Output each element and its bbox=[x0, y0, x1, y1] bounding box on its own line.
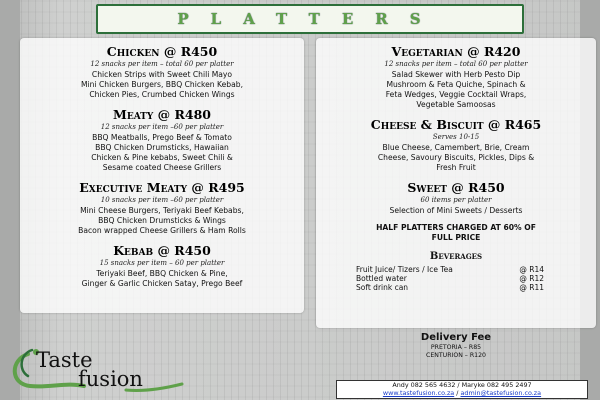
section-note: Serves 10-15 bbox=[432, 133, 480, 141]
section-items: Teriyaki Beef, BBQ Chicken & Pine, Ginger & Garlic Chicken Satay, Prego Beef bbox=[81, 269, 243, 288]
delivery-fee-section bbox=[316, 332, 596, 378]
left-menu-panel bbox=[20, 38, 304, 313]
right-menu-panel bbox=[316, 38, 596, 328]
logo-word-taste: Taste bbox=[36, 348, 93, 372]
delivery-line-centurion: CENTURION – R120 bbox=[426, 352, 486, 359]
section-items: Chicken Strips with Sweet Chili Mayo Mini Chicken Burgers, BBQ Chicken Kebab, Chicken Pies, Crumbed Chicken Wings bbox=[80, 70, 244, 99]
section-note: 15 snacks per item – 60 per platter bbox=[99, 259, 225, 267]
menu-section-executive-meaty bbox=[20, 180, 304, 236]
beverage-row bbox=[316, 283, 596, 292]
beverage-item: Fruit Juice/ Tizers / Ice Tea bbox=[356, 265, 453, 274]
section-note: 12 snacks per item –60 per platter bbox=[100, 123, 224, 131]
beverage-row bbox=[316, 265, 596, 274]
contact-phones: Andy 082 565 4632 / Maryke 082 495 2497 bbox=[392, 381, 532, 389]
section-items: Mini Cheese Burgers, Teriyaki Beef Kebabs, BBQ Chicken Drumsticks & Wings Bacon wrapped Cheese Grillers & Ham Rolls bbox=[78, 206, 246, 235]
beverages-section bbox=[316, 251, 596, 292]
section-items: BBQ Meatballs, Prego Beef & Tomato BBQ Chicken Drumsticks, Hawaiian Chicken & Pine kebabs, Sweet Chili & Sesame coated Cheese Grillers bbox=[91, 133, 233, 172]
platters-banner bbox=[96, 4, 524, 34]
section-items: Salad Skewer with Herb Pesto Dip Mushroom & Feta Quiche, Spinach & Feta Wedges, Veggie Cocktail Wraps, Vegetable Samoosas bbox=[385, 70, 527, 109]
delivery-line-pretoria: PRETORIA – R85 bbox=[430, 344, 482, 351]
banner-title: PLATTERS bbox=[177, 10, 443, 28]
beverages-title: Beverages bbox=[429, 251, 483, 262]
section-note: 10 snacks per item –60 per platter bbox=[100, 196, 224, 204]
beverage-price: @ R11 bbox=[519, 283, 544, 292]
menu-section-sweet bbox=[316, 180, 596, 216]
delivery-title: Delivery Fee bbox=[420, 332, 492, 343]
section-note: 12 snacks per item – total 60 per platter bbox=[384, 60, 528, 68]
beverage-item: Bottled water bbox=[356, 274, 407, 283]
contact-box bbox=[336, 380, 588, 399]
website-link[interactable]: www.tastefusion.co.za bbox=[382, 389, 455, 397]
section-title: Sweet @ R450 bbox=[407, 180, 505, 195]
contact-separator: / bbox=[456, 389, 459, 397]
beverage-item: Soft drink can bbox=[356, 283, 409, 292]
section-note: 60 items per platter bbox=[420, 196, 492, 204]
half-platter-note: HALF PLATTERS CHARGED AT 60% OF FULL PRICE bbox=[376, 223, 536, 242]
section-title: Executive Meaty @ R495 bbox=[79, 180, 245, 195]
section-title: Chicken @ R450 bbox=[106, 44, 218, 59]
section-title: Meaty @ R480 bbox=[113, 107, 211, 122]
email-link[interactable]: admin@tastefusion.co.za bbox=[460, 389, 542, 397]
beverage-price: @ R12 bbox=[519, 274, 544, 283]
menu-section-meaty bbox=[20, 107, 304, 173]
menu-section-kebab bbox=[20, 243, 304, 289]
section-title: Cheese & Biscuit @ R465 bbox=[370, 117, 542, 132]
section-title: Vegetarian @ R420 bbox=[391, 44, 521, 59]
menu-section-chicken bbox=[20, 44, 304, 100]
beverage-price: @ R14 bbox=[519, 265, 544, 274]
section-note: 12 snacks per item – total 60 per platter bbox=[90, 60, 234, 68]
logo-word-fusion: fusion bbox=[78, 367, 143, 391]
taste-fusion-logo bbox=[6, 340, 196, 396]
menu-section-vegetarian bbox=[316, 44, 596, 110]
section-items: Blue Cheese, Camembert, Brie, Cream Cheese, Savoury Biscuits, Pickles, Dips & Fresh Fruit bbox=[377, 143, 535, 172]
section-items: Selection of Mini Sweets / Desserts bbox=[389, 206, 523, 215]
beverage-row bbox=[316, 274, 596, 283]
section-title: Kebab @ R450 bbox=[113, 243, 211, 258]
contact-links bbox=[337, 389, 587, 397]
menu-section-cheese-biscuit bbox=[316, 117, 596, 173]
